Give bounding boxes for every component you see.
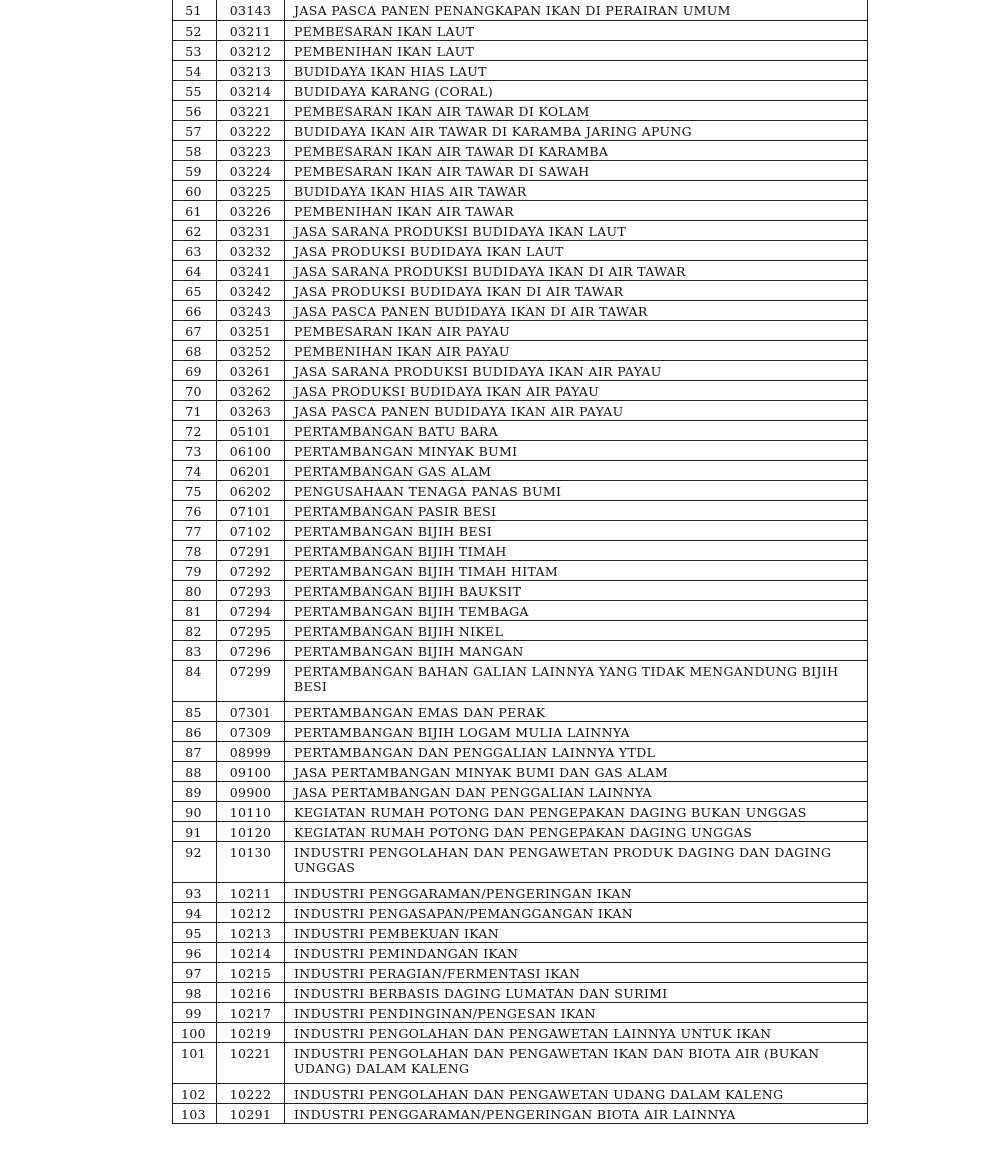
business-description: PERTAMBANGAN BATU BARA bbox=[285, 420, 868, 440]
kbli-code: 10222 bbox=[217, 1083, 285, 1103]
table-row bbox=[173, 520, 868, 540]
kbli-code: 03224 bbox=[217, 160, 285, 180]
row-number: 73 bbox=[173, 440, 217, 460]
table-row bbox=[173, 440, 868, 460]
business-description: JASA PRODUKSI BUDIDAYA IKAN DI AIR TAWAR bbox=[285, 280, 868, 300]
business-description: PERTAMBANGAN BIJIH MANGAN bbox=[285, 640, 868, 660]
table-row bbox=[173, 220, 868, 240]
row-number: 92 bbox=[173, 841, 217, 882]
kbli-code: 03225 bbox=[217, 180, 285, 200]
business-description: JASA PERTAMBANGAN DAN PENGGALIAN LAINNYA bbox=[285, 781, 868, 801]
business-description: JASA PASCA PANEN BUDIDAYA IKAN DI AIR TAWAR bbox=[285, 300, 868, 320]
row-number: 90 bbox=[173, 801, 217, 821]
table-row bbox=[173, 180, 868, 200]
kbli-code: 10217 bbox=[217, 1002, 285, 1022]
business-description: BUDIDAYA IKAN HIAS LAUT bbox=[285, 60, 868, 80]
table-row bbox=[173, 580, 868, 600]
row-number: 103 bbox=[173, 1103, 217, 1123]
kbli-code: 03223 bbox=[217, 140, 285, 160]
table-row bbox=[173, 340, 868, 360]
table-row bbox=[173, 741, 868, 761]
kbli-code: 10219 bbox=[217, 1022, 285, 1042]
row-number: 68 bbox=[173, 340, 217, 360]
table-row bbox=[173, 942, 868, 962]
table-row bbox=[173, 80, 868, 100]
business-description: KEGIATAN RUMAH POTONG DAN PENGEPAKAN DAGING BUKAN UNGGAS bbox=[285, 801, 868, 821]
kbli-code: 07295 bbox=[217, 620, 285, 640]
business-description: JASA PERTAMBANGAN MINYAK BUMI DAN GAS ALAM bbox=[285, 761, 868, 781]
table-row bbox=[173, 320, 868, 340]
table-row bbox=[173, 841, 868, 882]
row-number: 57 bbox=[173, 120, 217, 140]
row-number: 79 bbox=[173, 560, 217, 580]
row-number: 62 bbox=[173, 220, 217, 240]
table-row bbox=[173, 200, 868, 220]
business-description: INDUSTRI BERBASIS DAGING LUMATAN DAN SURIMI bbox=[285, 982, 868, 1002]
row-number: 51 bbox=[173, 0, 217, 20]
row-number: 56 bbox=[173, 100, 217, 120]
kbli-code: 07309 bbox=[217, 721, 285, 741]
business-description: INDUSTRI PENGGARAMAN/PENGERINGAN IKAN bbox=[285, 882, 868, 902]
table-row bbox=[173, 882, 868, 902]
kbli-code: 10216 bbox=[217, 982, 285, 1002]
business-description: JASA PRODUKSI BUDIDAYA IKAN AIR PAYAU bbox=[285, 380, 868, 400]
row-number: 61 bbox=[173, 200, 217, 220]
kbli-code: 06202 bbox=[217, 480, 285, 500]
business-description: PERTAMBANGAN MINYAK BUMI bbox=[285, 440, 868, 460]
table-row bbox=[173, 420, 868, 440]
row-number: 80 bbox=[173, 580, 217, 600]
table-row bbox=[173, 360, 868, 380]
business-description: PERTAMBANGAN EMAS DAN PERAK bbox=[285, 701, 868, 721]
row-number: 75 bbox=[173, 480, 217, 500]
row-number: 89 bbox=[173, 781, 217, 801]
table-row bbox=[173, 140, 868, 160]
business-description: BUDIDAYA IKAN HIAS AIR TAWAR bbox=[285, 180, 868, 200]
kbli-code: 03214 bbox=[217, 80, 285, 100]
business-description: INDUSTRI PENGOLAHAN DAN PENGAWETAN IKAN DAN BIOTA AIR (BUKAN UDANG) DALAM KALENG bbox=[285, 1042, 868, 1083]
table-row bbox=[173, 1002, 868, 1022]
business-description: PERTAMBANGAN BIJIH NIKEL bbox=[285, 620, 868, 640]
kbli-code: 09900 bbox=[217, 781, 285, 801]
table-row bbox=[173, 240, 868, 260]
kbli-code: 03231 bbox=[217, 220, 285, 240]
business-description: INDUSTRI PERAGIAN/FERMENTASI IKAN bbox=[285, 962, 868, 982]
business-description: PEMBESARAN IKAN AIR TAWAR DI KOLAM bbox=[285, 100, 868, 120]
row-number: 81 bbox=[173, 600, 217, 620]
kbli-code: 07294 bbox=[217, 600, 285, 620]
row-number: 95 bbox=[173, 922, 217, 942]
business-description: INDUSTRI PENGGARAMAN/PENGERINGAN BIOTA AIR LAINNYA bbox=[285, 1103, 868, 1123]
kbli-code: 10110 bbox=[217, 801, 285, 821]
kbli-code: 10213 bbox=[217, 922, 285, 942]
kbli-code: 09100 bbox=[217, 761, 285, 781]
table-row bbox=[173, 100, 868, 120]
row-number: 91 bbox=[173, 821, 217, 841]
table-row bbox=[173, 480, 868, 500]
kbli-code: 03252 bbox=[217, 340, 285, 360]
kbli-code: 10211 bbox=[217, 882, 285, 902]
business-description: JASA PASCA PANEN BUDIDAYA IKAN AIR PAYAU bbox=[285, 400, 868, 420]
row-number: 87 bbox=[173, 741, 217, 761]
kbli-code: 07292 bbox=[217, 560, 285, 580]
business-description: INDUSTRI PENGOLAHAN DAN PENGAWETAN LAINNYA UNTUK IKAN bbox=[285, 1022, 868, 1042]
row-number: 67 bbox=[173, 320, 217, 340]
business-description: PEMBENIHAN IKAN LAUT bbox=[285, 40, 868, 60]
business-description: JASA SARANA PRODUKSI BUDIDAYA IKAN AIR PAYAU bbox=[285, 360, 868, 380]
row-number: 71 bbox=[173, 400, 217, 420]
row-number: 58 bbox=[173, 140, 217, 160]
table-row bbox=[173, 280, 868, 300]
business-description: KEGIATAN RUMAH POTONG DAN PENGEPAKAN DAGING UNGGAS bbox=[285, 821, 868, 841]
table-row bbox=[173, 400, 868, 420]
table-row bbox=[173, 300, 868, 320]
row-number: 101 bbox=[173, 1042, 217, 1083]
kbli-code: 10215 bbox=[217, 962, 285, 982]
business-description: JASA SARANA PRODUKSI BUDIDAYA IKAN DI AIR TAWAR bbox=[285, 260, 868, 280]
row-number: 72 bbox=[173, 420, 217, 440]
business-description: PERTAMBANGAN BAHAN GALIAN LAINNYA YANG TIDAK MENGANDUNG BIJIH BESI bbox=[285, 660, 868, 701]
table-row bbox=[173, 60, 868, 80]
kbli-code: 03221 bbox=[217, 100, 285, 120]
row-number: 69 bbox=[173, 360, 217, 380]
kbli-table-body bbox=[173, 0, 868, 1123]
business-description: PEMBENIHAN IKAN AIR TAWAR bbox=[285, 200, 868, 220]
row-number: 63 bbox=[173, 240, 217, 260]
business-description: PERTAMBANGAN PASIR BESI bbox=[285, 500, 868, 520]
table-row bbox=[173, 640, 868, 660]
kbli-code: 03232 bbox=[217, 240, 285, 260]
kbli-code: 07299 bbox=[217, 660, 285, 701]
business-description: PERTAMBANGAN BIJIH LOGAM MULIA LAINNYA bbox=[285, 721, 868, 741]
business-description: PERTAMBANGAN BIJIH BESI bbox=[285, 520, 868, 540]
table-row bbox=[173, 0, 868, 20]
row-number: 52 bbox=[173, 20, 217, 40]
row-number: 96 bbox=[173, 942, 217, 962]
row-number: 70 bbox=[173, 380, 217, 400]
kbli-code: 05101 bbox=[217, 420, 285, 440]
table-row bbox=[173, 660, 868, 701]
table-row bbox=[173, 260, 868, 280]
row-number: 78 bbox=[173, 540, 217, 560]
row-number: 99 bbox=[173, 1002, 217, 1022]
business-description: JASA PRODUKSI BUDIDAYA IKAN LAUT bbox=[285, 240, 868, 260]
business-description: JASA PASCA PANEN PENANGKAPAN IKAN DI PERAIRAN UMUM bbox=[285, 0, 868, 20]
kbli-code: 03243 bbox=[217, 300, 285, 320]
kbli-code: 10221 bbox=[217, 1042, 285, 1083]
row-number: 94 bbox=[173, 902, 217, 922]
business-description: PERTAMBANGAN GAS ALAM bbox=[285, 460, 868, 480]
table-row bbox=[173, 540, 868, 560]
table-row bbox=[173, 20, 868, 40]
kbli-code: 10214 bbox=[217, 942, 285, 962]
kbli-code: 03242 bbox=[217, 280, 285, 300]
business-description: INDUSTRI PENGASAPAN/PEMANGGANGAN IKAN bbox=[285, 902, 868, 922]
kbli-code: 07293 bbox=[217, 580, 285, 600]
kbli-code: 06100 bbox=[217, 440, 285, 460]
kbli-code: 03263 bbox=[217, 400, 285, 420]
table-row bbox=[173, 160, 868, 180]
table-row bbox=[173, 460, 868, 480]
row-number: 76 bbox=[173, 500, 217, 520]
business-description: PEMBESARAN IKAN AIR TAWAR DI KARAMBA bbox=[285, 140, 868, 160]
row-number: 86 bbox=[173, 721, 217, 741]
kbli-code: 03222 bbox=[217, 120, 285, 140]
table-row bbox=[173, 781, 868, 801]
kbli-code: 03261 bbox=[217, 360, 285, 380]
business-description: PEMBESARAN IKAN AIR PAYAU bbox=[285, 320, 868, 340]
business-description: INDUSTRI PENGOLAHAN DAN PENGAWETAN PRODUK DAGING DAN DAGING UNGGAS bbox=[285, 841, 868, 882]
kbli-code: 03251 bbox=[217, 320, 285, 340]
kbli-code: 07291 bbox=[217, 540, 285, 560]
kbli-code: 07301 bbox=[217, 701, 285, 721]
row-number: 88 bbox=[173, 761, 217, 781]
table-row bbox=[173, 1022, 868, 1042]
row-number: 85 bbox=[173, 701, 217, 721]
table-row bbox=[173, 620, 868, 640]
table-row bbox=[173, 120, 868, 140]
table-row bbox=[173, 40, 868, 60]
business-description: PENGUSAHAAN TENAGA PANAS BUMI bbox=[285, 480, 868, 500]
kbli-code: 07102 bbox=[217, 520, 285, 540]
row-number: 74 bbox=[173, 460, 217, 480]
business-description: PEMBESARAN IKAN AIR TAWAR DI SAWAH bbox=[285, 160, 868, 180]
row-number: 64 bbox=[173, 260, 217, 280]
table-row bbox=[173, 821, 868, 841]
kbli-code: 10120 bbox=[217, 821, 285, 841]
kbli-code: 03241 bbox=[217, 260, 285, 280]
kbli-code: 07101 bbox=[217, 500, 285, 520]
kbli-code: 10212 bbox=[217, 902, 285, 922]
business-description: INDUSTRI PEMINDANGAN IKAN bbox=[285, 942, 868, 962]
table-row bbox=[173, 902, 868, 922]
table-row bbox=[173, 701, 868, 721]
business-description: JASA SARANA PRODUKSI BUDIDAYA IKAN LAUT bbox=[285, 220, 868, 240]
table-row bbox=[173, 560, 868, 580]
kbli-code: 10291 bbox=[217, 1103, 285, 1123]
row-number: 100 bbox=[173, 1022, 217, 1042]
business-description: PEMBENIHAN IKAN AIR PAYAU bbox=[285, 340, 868, 360]
row-number: 66 bbox=[173, 300, 217, 320]
row-number: 97 bbox=[173, 962, 217, 982]
table-row bbox=[173, 982, 868, 1002]
business-description: PERTAMBANGAN BIJIH TIMAH bbox=[285, 540, 868, 560]
row-number: 65 bbox=[173, 280, 217, 300]
kbli-code: 03143 bbox=[217, 0, 285, 20]
business-description: INDUSTRI PENDINGINAN/PENGESAN IKAN bbox=[285, 1002, 868, 1022]
row-number: 53 bbox=[173, 40, 217, 60]
kbli-code: 08999 bbox=[217, 741, 285, 761]
table-row bbox=[173, 380, 868, 400]
kbli-code: 07296 bbox=[217, 640, 285, 660]
row-number: 93 bbox=[173, 882, 217, 902]
business-description: PEMBESARAN IKAN LAUT bbox=[285, 20, 868, 40]
kbli-code: 03211 bbox=[217, 20, 285, 40]
table-row bbox=[173, 801, 868, 821]
table-row bbox=[173, 721, 868, 741]
kbli-code: 03262 bbox=[217, 380, 285, 400]
business-description: INDUSTRI PENGOLAHAN DAN PENGAWETAN UDANG DALAM KALENG bbox=[285, 1083, 868, 1103]
table-row bbox=[173, 600, 868, 620]
business-description: BUDIDAYA KARANG (CORAL) bbox=[285, 80, 868, 100]
business-description: INDUSTRI PEMBEKUAN IKAN bbox=[285, 922, 868, 942]
row-number: 82 bbox=[173, 620, 217, 640]
kbli-code: 03213 bbox=[217, 60, 285, 80]
row-number: 77 bbox=[173, 520, 217, 540]
row-number: 83 bbox=[173, 640, 217, 660]
row-number: 98 bbox=[173, 982, 217, 1002]
row-number: 60 bbox=[173, 180, 217, 200]
business-description: PERTAMBANGAN BIJIH TEMBAGA bbox=[285, 600, 868, 620]
table-row bbox=[173, 1042, 868, 1083]
business-description: PERTAMBANGAN DAN PENGGALIAN LAINNYA YTDL bbox=[285, 741, 868, 761]
business-description: PERTAMBANGAN BIJIH BAUKSIT bbox=[285, 580, 868, 600]
table-row bbox=[173, 761, 868, 781]
kbli-table bbox=[172, 0, 868, 1124]
business-description: BUDIDAYA IKAN AIR TAWAR DI KARAMBA JARING APUNG bbox=[285, 120, 868, 140]
row-number: 84 bbox=[173, 660, 217, 701]
kbli-code: 03212 bbox=[217, 40, 285, 60]
kbli-code: 06201 bbox=[217, 460, 285, 480]
table-row bbox=[173, 500, 868, 520]
table-row bbox=[173, 922, 868, 942]
row-number: 102 bbox=[173, 1083, 217, 1103]
table-row bbox=[173, 1103, 868, 1123]
business-description: PERTAMBANGAN BIJIH TIMAH HITAM bbox=[285, 560, 868, 580]
kbli-code: 03226 bbox=[217, 200, 285, 220]
row-number: 55 bbox=[173, 80, 217, 100]
table-row bbox=[173, 962, 868, 982]
table-row bbox=[173, 1083, 868, 1103]
row-number: 54 bbox=[173, 60, 217, 80]
kbli-code: 10130 bbox=[217, 841, 285, 882]
row-number: 59 bbox=[173, 160, 217, 180]
